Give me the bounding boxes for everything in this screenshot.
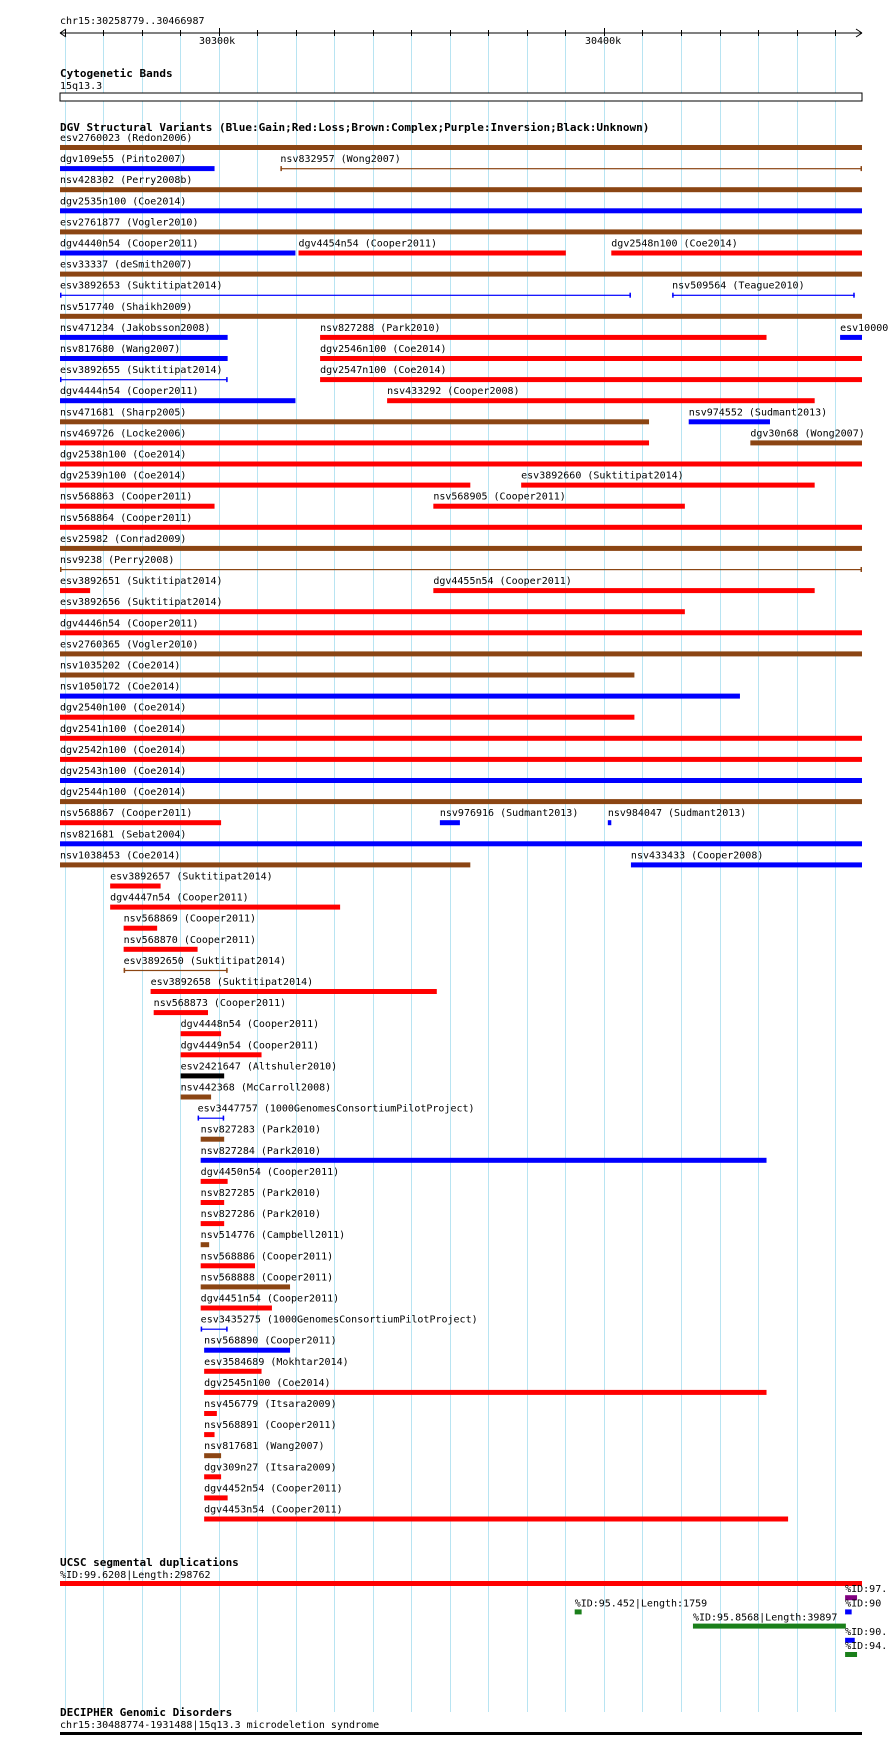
dgv-feature-label: esv2760365 (Vogler2010)	[60, 639, 199, 651]
segdup-feature[interactable]	[845, 1598, 881, 1614]
dgv-feature-label: dgv4451n54 (Cooper2011)	[200, 1293, 340, 1305]
dgv-feature-label: nsv456779 (Itsara2009)	[204, 1399, 337, 1410]
dgv-feature-label: nsv568864 (Cooper2011)	[60, 512, 193, 524]
dgv-feature-bar	[60, 462, 862, 467]
dgv-features	[60, 133, 888, 1522]
dgv-feature[interactable]	[201, 1251, 333, 1268]
dgv-feature[interactable]	[320, 344, 862, 361]
dgv-feature[interactable]	[60, 703, 634, 720]
dgv-feature[interactable]	[60, 344, 228, 361]
dgv-feature-bar	[151, 989, 437, 994]
dgv-feature-label: dgv2539n100 (Coe2014)	[60, 470, 187, 482]
dgv-feature-bar	[110, 905, 340, 910]
dgv-feature-endcap	[60, 567, 62, 572]
dgv-feature-bar	[124, 926, 158, 931]
dgv-feature[interactable]	[60, 175, 862, 192]
dgv-track[interactable]	[60, 121, 888, 1522]
dgv-feature-bar	[608, 820, 611, 825]
dgv-feature-bar	[60, 314, 862, 319]
dgv-feature[interactable]	[60, 850, 470, 867]
segdup-feature[interactable]	[60, 1570, 862, 1586]
dgv-feature[interactable]	[60, 471, 470, 488]
segdup-feature-label: %ID:95.8568|Length:39897	[692, 1612, 838, 1624]
dgv-feature-label: nsv568863 (Cooper2011)	[60, 491, 193, 503]
dgv-feature-bar	[204, 1432, 214, 1437]
dgv-feature[interactable]	[60, 386, 295, 403]
dgv-feature[interactable]	[320, 365, 862, 382]
dgv-feature-bar	[440, 820, 460, 825]
dgv-feature[interactable]	[181, 1040, 319, 1057]
dgv-feature-label: nsv827285 (Park2010)	[200, 1188, 322, 1199]
dgv-feature-label: nsv817680 (Wang2007)	[60, 344, 181, 355]
dgv-feature-label: dgv4449n54 (Cooper2011)	[180, 1040, 320, 1052]
ruler-tick-label-1: 30300k	[199, 36, 236, 47]
dgv-feature-label: dgv2542n100 (Coe2014)	[60, 744, 187, 756]
dgv-feature-bar	[521, 483, 815, 488]
dgv-feature-bar	[204, 1495, 227, 1500]
dgv-feature[interactable]	[60, 576, 223, 593]
dgv-feature-bar	[201, 1284, 290, 1289]
segdup-feature-label: %ID:90.	[845, 1626, 888, 1638]
dgv-feature-bar	[60, 651, 862, 656]
dgv-feature[interactable]	[60, 217, 862, 234]
dgv-feature-endcap	[60, 377, 62, 382]
segdup-feature-label: %ID:99.6208|Length:298762	[60, 1570, 211, 1581]
dgv-feature-label: nsv827288 (Park2010)	[320, 322, 441, 334]
dgv-feature-bar	[387, 398, 815, 403]
dgv-feature-label: nsv568888 (Cooper2011)	[200, 1272, 334, 1284]
dgv-feature-endcap	[629, 293, 631, 298]
dgv-feature-bar	[60, 736, 862, 741]
dgv-feature-label: dgv309n27 (Itsara2009)	[204, 1462, 337, 1474]
dgv-feature-label: nsv433292 (Cooper2008)	[387, 386, 520, 398]
dgv-feature[interactable]	[60, 154, 215, 171]
dgv-feature[interactable]	[60, 260, 862, 277]
dgv-feature[interactable]	[320, 323, 766, 340]
dgv-feature-bar	[198, 1118, 225, 1119]
dgv-feature-bar	[60, 398, 295, 403]
dgv-feature-bar	[60, 588, 90, 593]
dgv-feature-label: dgv4440n54 (Cooper2011)	[60, 238, 199, 250]
dgv-feature-label: nsv568890 (Cooper2011)	[204, 1335, 337, 1347]
dgv-feature-label: dgv2544n100 (Coe2014)	[60, 787, 187, 799]
dgv-feature-bar	[433, 588, 814, 593]
dgv-feature-endcap	[280, 166, 282, 171]
dgv-feature-label: dgv4452n54 (Cooper2011)	[204, 1483, 343, 1495]
dgv-feature-bar	[204, 1517, 788, 1522]
dgv-feature-label: dgv2546n100 (Coe2014)	[320, 344, 447, 355]
dgv-feature[interactable]	[60, 302, 862, 319]
decipher-track[interactable]	[60, 1706, 862, 1735]
dgv-feature-bar	[154, 1010, 208, 1015]
dgv-feature-bar	[60, 820, 221, 825]
dgv-feature-label: nsv1035202 (Coe2014)	[60, 660, 181, 672]
dgv-feature[interactable]	[608, 808, 746, 825]
dgv-feature[interactable]	[204, 1462, 336, 1479]
dgv-feature-label: dgv2535n100 (Coe2014)	[60, 196, 187, 208]
dgv-feature[interactable]	[60, 787, 862, 804]
dgv-feature-label: nsv568870 (Cooper2011)	[123, 934, 257, 946]
dgv-feature-bar	[201, 1329, 228, 1330]
dgv-feature-label: dgv4446n54 (Cooper2011)	[60, 618, 199, 630]
dgv-feature-bar	[60, 841, 862, 846]
dgv-feature[interactable]	[124, 935, 256, 952]
dgv-feature-endcap	[201, 1327, 203, 1332]
dgv-feature-bar	[60, 335, 228, 340]
segdup-feature-bar	[845, 1609, 852, 1614]
dgv-feature-bar	[60, 546, 862, 551]
dgv-feature-label: dgv2545n100 (Coe2014)	[204, 1377, 331, 1389]
dgv-feature[interactable]	[521, 471, 815, 488]
dgv-feature-bar	[124, 970, 228, 971]
dgv-feature-bar	[60, 166, 215, 171]
dgv-feature-endcap	[226, 377, 228, 382]
dgv-feature-label: nsv568873 (Cooper2011)	[153, 998, 287, 1010]
dgv-feature-label: nsv514776 (Campbell2011)	[200, 1230, 346, 1242]
dgv-feature[interactable]	[387, 386, 815, 403]
dgv-feature[interactable]	[60, 239, 295, 256]
segdup-feature[interactable]	[845, 1641, 887, 1657]
dgv-feature-bar	[201, 1263, 255, 1268]
dgv-feature[interactable]	[631, 850, 862, 867]
dgv-feature-label: dgv4448n54 (Cooper2011)	[180, 1019, 320, 1031]
dgv-feature[interactable]	[201, 1125, 321, 1142]
dgv-feature-bar	[201, 1137, 224, 1142]
dgv-feature-bar	[124, 947, 198, 952]
dgv-feature-label: nsv827283 (Park2010)	[200, 1124, 322, 1136]
dgv-feature[interactable]	[201, 1188, 321, 1205]
dgv-feature[interactable]	[60, 618, 862, 635]
dgv-feature[interactable]	[60, 661, 634, 678]
dgv-feature-endcap	[226, 968, 228, 973]
segdup-features	[60, 1570, 887, 1657]
dgv-feature-endcap	[60, 293, 62, 298]
dgv-feature[interactable]	[60, 534, 862, 551]
dgv-feature-label: esv3892650 (Suktitipat2014)	[123, 955, 287, 967]
dgv-feature-bar	[750, 440, 862, 445]
dgv-feature-label: nsv428302 (Perry2008b)	[60, 175, 193, 187]
dgv-feature-label: nsv976916 (Sudmant2013)	[439, 808, 579, 820]
dgv-feature-bar	[204, 1390, 766, 1395]
dgv-feature-label: nsv471234 (Jakobsson2008)	[60, 322, 211, 334]
dgv-feature-bar	[60, 694, 740, 699]
dgv-feature-endcap	[861, 567, 863, 572]
dgv-feature-bar	[60, 673, 634, 678]
dgv-feature-bar	[280, 168, 862, 169]
dgv-feature[interactable]	[201, 1167, 339, 1184]
dgv-feature-label: nsv568905 (Cooper2011)	[433, 491, 566, 503]
dgv-feature[interactable]	[181, 1061, 338, 1078]
dgv-feature[interactable]	[60, 492, 215, 509]
dgv-feature-label: dgv4444n54 (Cooper2011)	[60, 386, 199, 398]
dgv-feature-label: esv3892653 (Suktitipat2014)	[60, 280, 223, 292]
dgv-feature-label: esv3892657 (Suktitipat2014)	[110, 871, 273, 883]
dgv-feature-label: nsv568867 (Cooper2011)	[60, 808, 193, 820]
dgv-feature[interactable]	[60, 745, 862, 762]
dgv-feature-label: esv3584689 (Mokhtar2014)	[204, 1356, 349, 1368]
dgv-feature[interactable]	[201, 1272, 333, 1289]
dgv-feature[interactable]	[440, 808, 578, 825]
dgv-feature-label: nsv974552 (Sudmant2013)	[688, 407, 828, 419]
dgv-feature-bar	[60, 295, 631, 296]
dgv-feature-label: dgv2543n100 (Coe2014)	[60, 766, 187, 777]
dgv-feature-bar	[840, 335, 862, 340]
dgv-feature-label: dgv4454n54 (Cooper2011)	[298, 238, 437, 250]
dgv-feature[interactable]	[204, 1399, 336, 1416]
dgv-feature[interactable]	[204, 1505, 788, 1522]
dgv-feature-label: esv3892651 (Suktitipat2014)	[60, 576, 223, 588]
dgv-feature[interactable]	[110, 893, 340, 910]
dgv-feature-label: esv3892658 (Suktitipat2014)	[150, 977, 314, 988]
dgv-feature[interactable]	[60, 829, 862, 846]
decipher-track-title: DECIPHER Genomic Disorders	[60, 1706, 233, 1719]
dgv-feature-label: esv10000	[840, 322, 889, 334]
dgv-feature-label: nsv517740 (Shaikh2009)	[60, 301, 193, 313]
dgv-feature-endcap	[223, 1116, 225, 1121]
dgv-feature-endcap	[853, 293, 855, 298]
dgv-feature[interactable]	[201, 1315, 478, 1332]
dgv-feature-bar	[320, 335, 766, 340]
dgv-feature-label: nsv469726 (Locke2006)	[60, 428, 187, 440]
dgv-feature[interactable]	[689, 407, 827, 424]
dgv-feature-label: esv3435275 (1000GenomesConsortiumPilotProject)	[200, 1314, 478, 1326]
dgv-feature[interactable]	[280, 154, 862, 171]
dgv-feature[interactable]	[181, 1019, 319, 1036]
dgv-feature[interactable]	[433, 576, 814, 593]
dgv-feature-bar	[60, 799, 862, 804]
dgv-feature[interactable]	[60, 597, 685, 614]
dgv-feature[interactable]	[201, 1209, 321, 1226]
dgv-feature-endcap	[672, 293, 674, 298]
ruler-ticks	[66, 28, 836, 36]
dgv-feature[interactable]	[204, 1336, 336, 1353]
segdup-feature-label: %ID:94.	[845, 1641, 888, 1652]
dgv-feature[interactable]	[204, 1378, 766, 1395]
dgv-feature-label: dgv109e55 (Pinto2007)	[60, 154, 187, 166]
dgv-feature-label: esv25982 (Conrad2009)	[60, 533, 187, 545]
dgv-feature-label: dgv2547n100 (Coe2014)	[320, 365, 447, 377]
cytoband-bar	[60, 93, 862, 101]
dgv-feature-bar	[60, 525, 862, 530]
dgv-feature-label: dgv4447n54 (Cooper2011)	[110, 892, 249, 904]
dgv-feature-bar	[204, 1369, 261, 1374]
segdup-feature[interactable]	[693, 1613, 846, 1629]
dgv-feature[interactable]	[840, 323, 888, 340]
dgv-feature-bar	[320, 356, 862, 361]
dgv-track-title: DGV Structural Variants (Blue:Gain;Red:Loss;Brown:Complex;Purple:Inversion;Black:Unknown)	[60, 121, 650, 134]
dgv-feature-label: esv2421647 (Altshuler2010)	[180, 1061, 338, 1073]
dgv-feature-label: nsv984047 (Sudmant2013)	[607, 808, 747, 820]
dgv-feature[interactable]	[198, 1104, 475, 1121]
dgv-feature[interactable]	[60, 133, 862, 150]
dgv-feature-bar	[204, 1474, 221, 1479]
dgv-feature-label: nsv568869 (Cooper2011)	[123, 913, 257, 925]
dgv-feature[interactable]	[611, 239, 862, 256]
dgv-feature-bar	[60, 356, 228, 361]
segdup-feature-label: %ID:95.452|Length:1759	[574, 1598, 708, 1610]
dgv-feature-endcap	[198, 1116, 200, 1121]
dgv-feature-bar	[181, 1095, 211, 1100]
dgv-feature-bar	[60, 569, 862, 570]
dgv-feature-label: nsv827286 (Park2010)	[200, 1209, 322, 1221]
segdup-feature-bar	[845, 1652, 857, 1657]
dgv-feature-bar	[60, 229, 862, 234]
dgv-feature-bar	[60, 862, 470, 867]
segdup-feature-label: %ID:97.	[845, 1584, 888, 1596]
dgv-feature-bar	[201, 1242, 209, 1247]
dgv-feature[interactable]	[60, 428, 649, 445]
dgv-feature-bar	[60, 630, 862, 635]
ruler-range-label: chr15:30258779..30466987	[60, 16, 205, 27]
cytoband-track-title: Cytogenetic Bands	[60, 67, 173, 80]
dgv-feature-label: nsv832957 (Wong2007)	[280, 154, 401, 166]
dgv-feature-bar	[60, 187, 862, 192]
dgv-feature-bar	[60, 715, 634, 720]
dgv-feature-label: nsv442368 (McCarroll2008)	[180, 1082, 332, 1094]
dgv-feature-label: dgv4453n54 (Cooper2011)	[204, 1504, 343, 1516]
dgv-feature-bar	[110, 884, 160, 889]
dgv-feature-bar	[60, 440, 649, 445]
segdup-feature-label: %ID:90	[845, 1598, 882, 1610]
dgv-feature-label: nsv568886 (Cooper2011)	[200, 1251, 334, 1263]
dgv-feature-bar	[181, 1031, 221, 1036]
dgv-feature-label: dgv2540n100 (Coe2014)	[60, 702, 187, 714]
dgv-feature[interactable]	[204, 1483, 342, 1500]
dgv-feature[interactable]	[60, 323, 228, 340]
dgv-feature-label: nsv1050172 (Coe2014)	[60, 681, 181, 693]
dgv-feature-bar	[60, 483, 470, 488]
dgv-feature-bar	[60, 757, 862, 762]
dgv-feature-bar	[201, 1158, 767, 1163]
dgv-feature-label: esv33337 (deSmith2007)	[60, 259, 193, 271]
dgv-feature[interactable]	[181, 1083, 332, 1100]
dgv-feature-label: nsv1038453 (Coe2014)	[60, 850, 181, 862]
dgv-feature-label: esv3447757 (1000GenomesConsortiumPilotProject)	[197, 1103, 475, 1115]
dgv-feature[interactable]	[60, 407, 649, 424]
dgv-feature[interactable]	[110, 872, 273, 889]
dgv-feature-bar	[60, 609, 685, 614]
dgv-feature[interactable]	[750, 428, 864, 445]
dgv-feature-bar	[672, 295, 855, 296]
dgv-feature-label: dgv30n68 (Wong2007)	[750, 428, 865, 440]
dgv-feature-bar	[204, 1348, 290, 1353]
dgv-feature-label: dgv2548n100 (Coe2014)	[611, 238, 738, 250]
dgv-feature-label: nsv433433 (Cooper2008)	[630, 850, 764, 862]
dgv-feature[interactable]	[60, 808, 221, 825]
dgv-feature[interactable]	[204, 1357, 348, 1374]
dgv-feature-bar	[60, 419, 649, 424]
dgv-feature-label: nsv568891 (Cooper2011)	[204, 1420, 337, 1432]
decipher-feature-bar	[60, 1732, 862, 1735]
dgv-feature[interactable]	[124, 956, 287, 973]
dgv-feature-label: nsv821681 (Sebat2004)	[60, 829, 187, 841]
dgv-feature[interactable]	[201, 1230, 346, 1247]
dgv-feature-label: nsv827284 (Park2010)	[200, 1145, 322, 1157]
dgv-feature-label: esv2761877 (Vogler2010)	[60, 217, 199, 229]
dgv-feature[interactable]	[433, 492, 685, 509]
segdup-feature-bar	[60, 1581, 862, 1586]
dgv-feature-bar	[631, 862, 862, 867]
dgv-feature[interactable]	[299, 239, 566, 256]
dgv-feature-bar	[201, 1179, 228, 1184]
dgv-feature-label: esv2760023 (Redon2006)	[60, 133, 193, 144]
ruler-tick-label-2: 30400k	[585, 36, 622, 47]
dgv-feature-label: nsv9238 (Perry2008)	[60, 555, 175, 566]
dgv-feature-bar	[60, 504, 215, 509]
dgv-feature[interactable]	[124, 914, 256, 931]
dgv-feature[interactable]	[60, 513, 862, 530]
dgv-feature-label: nsv509564 (Teague2010)	[672, 280, 805, 292]
dgv-feature-bar	[60, 145, 862, 150]
dgv-feature-endcap	[124, 968, 126, 973]
dgv-feature-label: esv3892656 (Suktitipat2014)	[60, 597, 223, 609]
dgv-feature-bar	[611, 251, 862, 256]
dgv-feature-label: dgv4450n54 (Cooper2011)	[200, 1166, 340, 1178]
dgv-feature-bar	[181, 1052, 262, 1057]
dgv-feature[interactable]	[151, 977, 437, 994]
segdup-track-title: UCSC segmental duplications	[60, 1556, 239, 1569]
dgv-feature-bar	[689, 419, 770, 424]
dgv-feature-bar	[320, 377, 862, 382]
cytoband-label: 15q13.3	[60, 81, 103, 92]
dgv-feature-endcap	[861, 166, 863, 171]
segdup-feature[interactable]	[575, 1598, 707, 1614]
dgv-feature-bar	[60, 251, 295, 256]
dgv-feature-label: nsv817681 (Wang2007)	[204, 1441, 325, 1453]
segdup-feature-bar	[575, 1609, 582, 1614]
segdup-track[interactable]	[60, 1556, 887, 1657]
dgv-feature-bar	[181, 1073, 225, 1078]
dgv-feature[interactable]	[204, 1420, 336, 1437]
dgv-feature-bar	[60, 778, 862, 783]
dgv-feature[interactable]	[201, 1294, 339, 1311]
dgv-feature-bar	[201, 1221, 224, 1226]
segdup-feature-bar	[693, 1624, 846, 1629]
dgv-feature-endcap	[226, 1327, 228, 1332]
dgv-feature[interactable]	[60, 281, 631, 298]
decipher-feature-label: chr15:30488774-1931488|15q13.3 microdeletion syndrome	[60, 1720, 380, 1731]
dgv-feature[interactable]	[204, 1441, 324, 1458]
dgv-feature-bar	[204, 1411, 217, 1416]
dgv-feature[interactable]	[60, 766, 862, 783]
dgv-feature[interactable]	[60, 639, 862, 656]
dgv-feature-label: dgv2541n100 (Coe2014)	[60, 723, 187, 735]
dgv-feature[interactable]	[60, 196, 862, 213]
dgv-feature[interactable]	[60, 724, 862, 741]
dgv-feature-bar	[433, 504, 685, 509]
dgv-feature[interactable]	[60, 450, 862, 467]
dgv-feature-label: esv3892660 (Suktitipat2014)	[521, 470, 684, 482]
dgv-feature[interactable]	[672, 281, 855, 298]
dgv-feature-bar	[204, 1453, 221, 1458]
dgv-feature-bar	[299, 251, 566, 256]
dgv-feature-label: esv3892655 (Suktitipat2014)	[60, 365, 223, 377]
dgv-feature[interactable]	[60, 682, 740, 699]
dgv-feature-label: dgv4455n54 (Cooper2011)	[433, 576, 572, 588]
dgv-feature-bar	[60, 379, 228, 380]
dgv-feature-bar	[201, 1200, 224, 1205]
dgv-feature-label: nsv471681 (Sharp2005)	[60, 407, 187, 419]
dgv-feature-bar	[201, 1306, 272, 1311]
dgv-feature-bar	[60, 272, 862, 277]
dgv-feature[interactable]	[60, 365, 228, 382]
dgv-feature-bar	[60, 208, 862, 213]
dgv-feature-label: dgv2538n100 (Coe2014)	[60, 449, 187, 461]
